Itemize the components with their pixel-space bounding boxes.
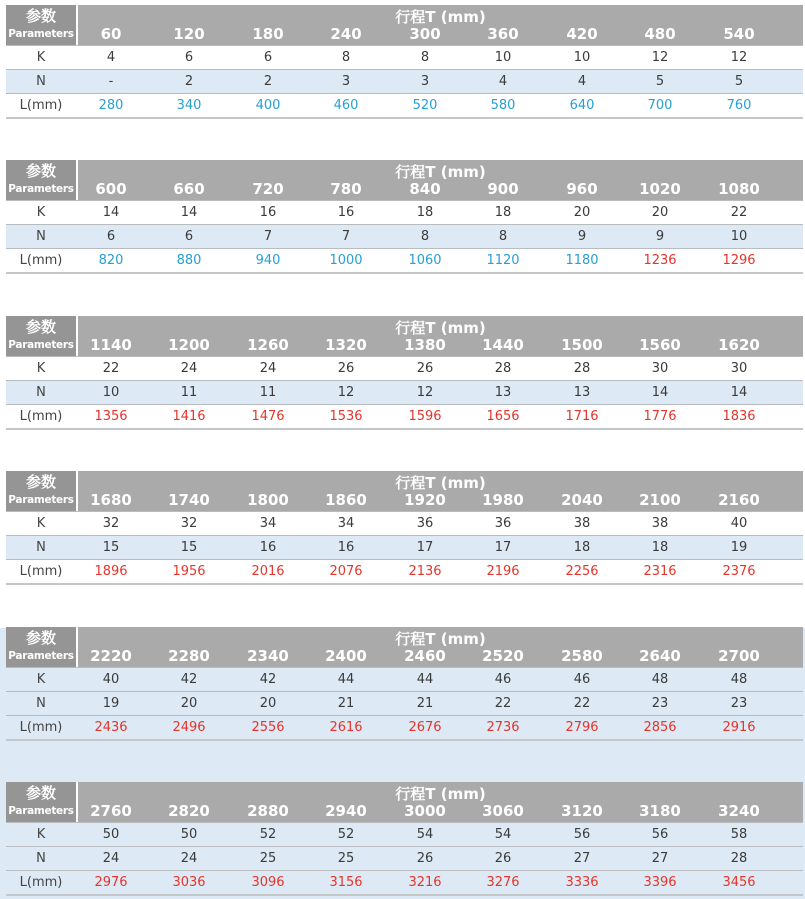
table-cell: 34 — [337, 516, 355, 531]
stroke-value: 2040 — [561, 491, 603, 509]
stroke-value: 960 — [566, 180, 598, 198]
table-cell: 7 — [263, 229, 273, 244]
table-cell: 6 — [184, 50, 194, 65]
row-label: K — [36, 672, 46, 687]
table-cell: 2436 — [94, 720, 128, 735]
row-label: N — [36, 696, 46, 711]
stroke-value: 900 — [487, 180, 519, 198]
stroke-value: 1620 — [718, 336, 760, 354]
row-label: L(mm) — [19, 253, 63, 268]
parameters-label-cn: 参数 — [25, 318, 56, 336]
table-cell: 2796 — [565, 720, 599, 735]
table-cell: 20 — [651, 205, 669, 220]
table-cell: 1060 — [408, 253, 442, 268]
table-row-l — [6, 93, 803, 119]
table-cell: 10 — [730, 229, 748, 244]
table-cell: 21 — [337, 696, 355, 711]
row-label: K — [36, 50, 46, 65]
table-cell: 24 — [180, 361, 198, 376]
parameters-header-cell — [6, 5, 76, 45]
row-label: K — [36, 205, 46, 220]
table-cell: 3276 — [486, 875, 520, 890]
table-cell: 2 — [184, 74, 194, 89]
table-cell: 48 — [651, 672, 669, 687]
table-cell: 580 — [490, 98, 516, 113]
table-cell: 20 — [573, 205, 591, 220]
table-cell: 22 — [730, 205, 748, 220]
stroke-value: 3060 — [482, 802, 524, 820]
table-cell: 2196 — [486, 564, 520, 579]
table-cell: 32 — [180, 516, 198, 531]
table-cell: 6 — [106, 229, 116, 244]
stroke-value: 2100 — [639, 491, 681, 509]
table-cell: 7 — [341, 229, 351, 244]
stroke-value: 2160 — [718, 491, 760, 509]
table-cell: 4 — [106, 50, 116, 65]
stroke-value: 300 — [409, 25, 441, 43]
stroke-value: 2400 — [325, 647, 367, 665]
table-cell: 3336 — [565, 875, 599, 890]
table-cell: 700 — [647, 98, 673, 113]
stroke-header-title: 行程T (mm) — [395, 785, 486, 803]
spec-table — [6, 627, 803, 741]
stroke-value: 2340 — [247, 647, 289, 665]
table-cell: 640 — [569, 98, 595, 113]
table-cell: 30 — [730, 361, 748, 376]
table-cell: 2256 — [565, 564, 599, 579]
table-cell: 18 — [416, 205, 434, 220]
table-cell: 12 — [416, 385, 434, 400]
table-cell: 20 — [180, 696, 198, 711]
table-cell: 24 — [259, 361, 277, 376]
table-cell: 1416 — [172, 409, 206, 424]
row-label: L(mm) — [19, 98, 63, 113]
table-cell: 25 — [259, 851, 277, 866]
table-cell: 8 — [498, 229, 508, 244]
table-cell: 17 — [494, 540, 512, 555]
table-cell: 1476 — [251, 409, 285, 424]
table-row-k — [6, 667, 803, 691]
stroke-value: 1320 — [325, 336, 367, 354]
table-row-l — [6, 870, 803, 896]
stroke-value: 1140 — [90, 336, 132, 354]
table-row-n — [6, 846, 803, 870]
table-cell: 12 — [651, 50, 669, 65]
table-cell: 340 — [176, 98, 202, 113]
table-header — [6, 627, 803, 667]
stroke-value: 1020 — [639, 180, 681, 198]
parameters-label-en: Parameters — [8, 805, 74, 817]
table-cell: 26 — [494, 851, 512, 866]
stroke-value: 780 — [330, 180, 362, 198]
table-row-k — [6, 356, 803, 380]
table-cell: 9 — [577, 229, 587, 244]
stroke-value: 1980 — [482, 491, 524, 509]
stroke-value: 840 — [409, 180, 441, 198]
stroke-value: 1560 — [639, 336, 681, 354]
table-cell: 5 — [655, 74, 665, 89]
table-row-l — [6, 248, 803, 274]
table-cell: 46 — [494, 672, 512, 687]
stroke-value: 1380 — [404, 336, 446, 354]
table-cell: 12 — [337, 385, 355, 400]
table-cell: 42 — [259, 672, 277, 687]
table-cell: 26 — [416, 361, 434, 376]
stroke-value: 1920 — [404, 491, 446, 509]
parameters-label-en: Parameters — [8, 650, 74, 662]
stroke-value: 1080 — [718, 180, 760, 198]
table-cell: 15 — [180, 540, 198, 555]
table-cell: 3456 — [722, 875, 756, 890]
table-cell: 20 — [259, 696, 277, 711]
stroke-value: 2700 — [718, 647, 760, 665]
table-cell: 2556 — [251, 720, 285, 735]
table-cell: 2736 — [486, 720, 520, 735]
stroke-value: 2880 — [247, 802, 289, 820]
stroke-value: 2580 — [561, 647, 603, 665]
stroke-value: 420 — [566, 25, 598, 43]
row-label: N — [36, 229, 46, 244]
table-cell: 5 — [734, 74, 744, 89]
stroke-header-title: 行程T (mm) — [395, 163, 486, 181]
stroke-value: 3180 — [639, 802, 681, 820]
table-cell: 3 — [341, 74, 351, 89]
row-label: N — [36, 74, 46, 89]
stroke-value: 2820 — [168, 802, 210, 820]
table-cell: 30 — [651, 361, 669, 376]
table-cell: 38 — [573, 516, 591, 531]
table-cell: 12 — [730, 50, 748, 65]
table-cell: 4 — [498, 74, 508, 89]
table-cell: 24 — [102, 851, 120, 866]
parameters-label-en: Parameters — [8, 28, 74, 40]
table-cell: 10 — [102, 385, 120, 400]
table-cell: 14 — [180, 205, 198, 220]
table-cell: 14 — [730, 385, 748, 400]
table-cell: 36 — [416, 516, 434, 531]
table-cell: 1896 — [94, 564, 128, 579]
table-cell: 19 — [102, 696, 120, 711]
stroke-value: 2760 — [90, 802, 132, 820]
row-label: N — [36, 540, 46, 555]
table-cell: 3 — [420, 74, 430, 89]
table-cell: 3156 — [329, 875, 363, 890]
table-cell: 460 — [333, 98, 359, 113]
table-cell: 42 — [180, 672, 198, 687]
table-row-n — [6, 224, 803, 248]
table-cell: 1776 — [643, 409, 677, 424]
table-cell: 58 — [730, 827, 748, 842]
parameters-label-cn: 参数 — [25, 162, 56, 180]
table-cell: 36 — [494, 516, 512, 531]
table-cell: 40 — [730, 516, 748, 531]
row-label: N — [36, 851, 46, 866]
row-label: K — [36, 827, 46, 842]
table-cell: 2016 — [251, 564, 285, 579]
table-cell: 2076 — [329, 564, 363, 579]
table-cell: 820 — [98, 253, 124, 268]
table-cell: 23 — [651, 696, 669, 711]
table-cell: 48 — [730, 672, 748, 687]
table-cell: 54 — [416, 827, 434, 842]
table-cell: 50 — [180, 827, 198, 842]
table-cell: 16 — [259, 205, 277, 220]
table-cell: 3036 — [172, 875, 206, 890]
table-cell: 3396 — [643, 875, 677, 890]
parameters-label-cn: 参数 — [25, 629, 56, 647]
table-cell: 6 — [263, 50, 273, 65]
stroke-value: 360 — [487, 25, 519, 43]
stroke-value: 660 — [173, 180, 205, 198]
table-row-n — [6, 69, 803, 93]
spec-table — [6, 471, 803, 585]
table-cell: 15 — [102, 540, 120, 555]
stroke-header-title: 行程T (mm) — [395, 8, 486, 26]
spec-table — [6, 782, 803, 896]
table-cell: 3096 — [251, 875, 285, 890]
row-label: L(mm) — [19, 409, 63, 424]
table-row-k — [6, 822, 803, 846]
table-cell: - — [108, 74, 114, 89]
table-cell: 2316 — [643, 564, 677, 579]
table-cell: 2616 — [329, 720, 363, 735]
table-row-n — [6, 380, 803, 404]
parameters-header-cell — [6, 471, 76, 511]
table-cell: 1356 — [94, 409, 128, 424]
row-label: N — [36, 385, 46, 400]
parameters-label-cn: 参数 — [25, 7, 56, 25]
stroke-header-title: 行程T (mm) — [395, 630, 486, 648]
table-cell: 2 — [263, 74, 273, 89]
table-cell: 1536 — [329, 409, 363, 424]
table-cell: 34 — [259, 516, 277, 531]
table-cell: 6 — [184, 229, 194, 244]
stroke-value: 3120 — [561, 802, 603, 820]
parameters-label-cn: 参数 — [25, 784, 56, 802]
parameters-header-cell — [6, 160, 76, 200]
table-cell: 28 — [494, 361, 512, 376]
table-cell: 19 — [730, 540, 748, 555]
spec-table — [6, 5, 803, 119]
table-cell: 1120 — [486, 253, 520, 268]
stroke-value: 1500 — [561, 336, 603, 354]
stroke-value: 2940 — [325, 802, 367, 820]
table-cell: 1716 — [565, 409, 599, 424]
stroke-value: 1440 — [482, 336, 524, 354]
stroke-value: 180 — [252, 25, 284, 43]
table-cell: 8 — [420, 229, 430, 244]
table-cell: 1596 — [408, 409, 442, 424]
table-cell: 2676 — [408, 720, 442, 735]
table-cell: 22 — [102, 361, 120, 376]
parameters-header-cell — [6, 316, 76, 356]
table-cell: 38 — [651, 516, 669, 531]
table-cell: 56 — [651, 827, 669, 842]
table-cell: 11 — [259, 385, 277, 400]
table-cell: 56 — [573, 827, 591, 842]
table-row-l — [6, 404, 803, 430]
table-cell: 4 — [577, 74, 587, 89]
table-cell: 13 — [494, 385, 512, 400]
stroke-value: 2460 — [404, 647, 446, 665]
table-cell: 26 — [416, 851, 434, 866]
stroke-value: 3240 — [718, 802, 760, 820]
table-cell: 28 — [573, 361, 591, 376]
table-header — [6, 5, 803, 45]
row-label: L(mm) — [19, 875, 63, 890]
stroke-value: 600 — [95, 180, 127, 198]
stroke-value: 1260 — [247, 336, 289, 354]
parameters-header-cell — [6, 782, 76, 822]
table-cell: 23 — [730, 696, 748, 711]
table-cell: 52 — [259, 827, 277, 842]
table-cell: 14 — [651, 385, 669, 400]
table-cell: 17 — [416, 540, 434, 555]
stroke-value: 1680 — [90, 491, 132, 509]
spec-table — [6, 160, 803, 274]
stroke-value: 60 — [100, 25, 122, 43]
stroke-value: 1860 — [325, 491, 367, 509]
table-cell: 2496 — [172, 720, 206, 735]
stroke-header-title: 行程T (mm) — [395, 474, 486, 492]
table-cell: 11 — [180, 385, 198, 400]
stroke-value: 2640 — [639, 647, 681, 665]
table-row-n — [6, 691, 803, 715]
table-cell: 2136 — [408, 564, 442, 579]
table-cell: 13 — [573, 385, 591, 400]
table-row-k — [6, 45, 803, 69]
table-header — [6, 782, 803, 822]
table-cell: 1656 — [486, 409, 520, 424]
stroke-header-title: 行程T (mm) — [395, 319, 486, 337]
stroke-value: 1800 — [247, 491, 289, 509]
table-cell: 21 — [416, 696, 434, 711]
parameters-label-en: Parameters — [8, 183, 74, 195]
stroke-value: 2220 — [90, 647, 132, 665]
table-cell: 28 — [730, 851, 748, 866]
table-cell: 9 — [655, 229, 665, 244]
table-cell: 880 — [176, 253, 202, 268]
table-cell: 32 — [102, 516, 120, 531]
spec-table — [6, 316, 803, 430]
table-header — [6, 160, 803, 200]
parameters-header-cell — [6, 627, 76, 667]
table-cell: 2976 — [94, 875, 128, 890]
stroke-value: 480 — [644, 25, 676, 43]
table-row-l — [6, 559, 803, 585]
table-cell: 3216 — [408, 875, 442, 890]
table-cell: 16 — [259, 540, 277, 555]
parameters-label-en: Parameters — [8, 494, 74, 506]
stroke-value: 1740 — [168, 491, 210, 509]
table-cell: 940 — [255, 253, 281, 268]
table-cell: 760 — [726, 98, 752, 113]
stroke-value: 1200 — [168, 336, 210, 354]
table-cell: 26 — [337, 361, 355, 376]
table-cell: 54 — [494, 827, 512, 842]
table-cell: 22 — [494, 696, 512, 711]
stroke-value: 3000 — [404, 802, 446, 820]
table-cell: 52 — [337, 827, 355, 842]
table-cell: 1956 — [172, 564, 206, 579]
table-cell: 50 — [102, 827, 120, 842]
table-cell: 16 — [337, 540, 355, 555]
table-header — [6, 471, 803, 511]
table-cell: 14 — [102, 205, 120, 220]
table-header — [6, 316, 803, 356]
table-cell: 520 — [412, 98, 438, 113]
stroke-value: 120 — [173, 25, 205, 43]
stroke-value: 2520 — [482, 647, 524, 665]
stroke-value: 720 — [252, 180, 284, 198]
row-label: L(mm) — [19, 564, 63, 579]
table-cell: 10 — [573, 50, 591, 65]
stroke-value: 240 — [330, 25, 362, 43]
table-cell: 10 — [494, 50, 512, 65]
table-cell: 18 — [494, 205, 512, 220]
row-label: L(mm) — [19, 720, 63, 735]
table-cell: 16 — [337, 205, 355, 220]
table-cell: 280 — [98, 98, 124, 113]
table-cell: 44 — [337, 672, 355, 687]
table-cell: 18 — [651, 540, 669, 555]
table-cell: 400 — [255, 98, 281, 113]
table-cell: 2376 — [722, 564, 756, 579]
table-cell: 18 — [573, 540, 591, 555]
table-cell: 27 — [573, 851, 591, 866]
table-cell: 24 — [180, 851, 198, 866]
row-label: K — [36, 361, 46, 376]
table-cell: 27 — [651, 851, 669, 866]
table-cell: 25 — [337, 851, 355, 866]
table-row-k — [6, 511, 803, 535]
table-cell: 44 — [416, 672, 434, 687]
parameters-label-en: Parameters — [8, 339, 74, 351]
table-cell: 2916 — [722, 720, 756, 735]
stroke-value: 540 — [723, 25, 755, 43]
table-cell: 1836 — [722, 409, 756, 424]
table-cell: 22 — [573, 696, 591, 711]
parameters-label-cn: 参数 — [25, 473, 56, 491]
table-row-n — [6, 535, 803, 559]
table-cell: 8 — [420, 50, 430, 65]
table-row-l — [6, 715, 803, 741]
table-cell: 40 — [102, 672, 120, 687]
table-cell: 8 — [341, 50, 351, 65]
table-cell: 1000 — [329, 253, 363, 268]
row-label: K — [36, 516, 46, 531]
table-cell: 46 — [573, 672, 591, 687]
stroke-value: 2280 — [168, 647, 210, 665]
table-cell: 1296 — [722, 253, 756, 268]
table-cell: 1180 — [565, 253, 599, 268]
table-cell: 1236 — [643, 253, 677, 268]
table-cell: 2856 — [643, 720, 677, 735]
table-row-k — [6, 200, 803, 224]
